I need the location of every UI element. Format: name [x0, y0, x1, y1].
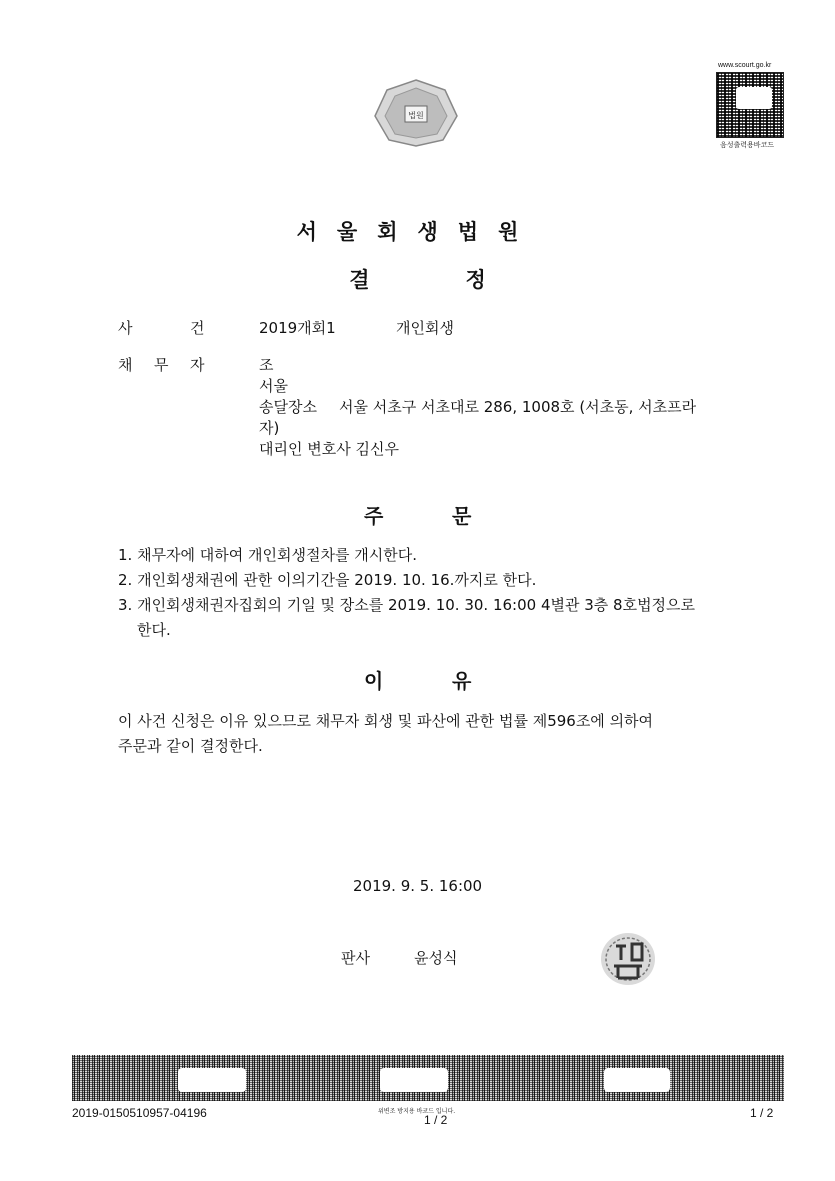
judge-label: 판사 [341, 949, 370, 967]
seal-icon [598, 930, 658, 988]
debtor-label-3: 자 [190, 356, 205, 374]
debtor-label-1: 채 [118, 356, 133, 374]
debtor-label-2: 무 [154, 356, 169, 374]
order-heading-right: 문 [452, 504, 472, 528]
debtor-name: 조 [259, 356, 274, 374]
order-item-3: 3. 개인회생채권자집회의 기일 및 장소를 2019. 10. 30. 16:00 4별관 3층 8호법정으로 [118, 596, 696, 614]
document-number: 2019-0150510957-04196 [72, 1106, 207, 1120]
qr-redaction [736, 87, 772, 109]
order-heading-left: 주 [364, 504, 384, 528]
order-item-1: 1. 채무자에 대하여 개인회생절차를 개시한다. [118, 546, 417, 564]
order-item-2: 2. 개인회생채권에 관한 이의기간을 2019. 10. 16.까지로 한다. [118, 571, 537, 589]
reason-line-1: 이 사건 신청은 이유 있으므로 채무자 회생 및 파산에 관한 법률 제596조에 의하여 [118, 712, 654, 730]
emblem-text: 법원 [408, 111, 424, 120]
qr-caption: 음성출력용바코드 [720, 141, 775, 149]
order-item-3-cont: 한다. [137, 621, 171, 639]
page-number-right: 1 / 2 [750, 1106, 774, 1120]
delivery-address-line2: 자) [259, 419, 280, 437]
case-type: 개인회생 [396, 319, 454, 337]
decision-title [0, 264, 835, 294]
case-label-1: 사 [118, 319, 133, 337]
case-label-2: 건 [190, 319, 205, 337]
page-number-center: 1 / 2 [424, 1113, 448, 1127]
agent: 대리인 변호사 김신우 [259, 440, 399, 458]
delivery-label: 송달장소 [259, 398, 317, 416]
decision-title-left: 결 [349, 268, 370, 292]
court-emblem [371, 76, 461, 148]
judge-seal [598, 930, 658, 988]
case-number: 2019개회1 [259, 319, 336, 337]
barcode-redaction-3 [604, 1068, 670, 1092]
court-emblem-icon [371, 76, 461, 148]
judge-name: 윤성식 [414, 949, 458, 967]
barcode-notice: 위변조 방지용 바코드 입니다. [378, 1108, 456, 1115]
decision-date: 2019. 9. 5. 16:00 [353, 877, 483, 895]
court-title: 서울회생법원 [296, 220, 539, 244]
qr-url: www.scourt.go.kr [718, 62, 772, 69]
reason-heading-right: 유 [452, 669, 472, 693]
decision-title-right: 정 [465, 268, 486, 292]
barcode-redaction-2 [380, 1068, 448, 1092]
delivery-address-line1: 서울 서초구 서초대로 286, 1008호 (서초동, 서초프라 [339, 398, 697, 416]
barcode-redaction-1 [178, 1068, 246, 1092]
debtor-address: 서울 [259, 377, 288, 395]
reason-heading-left: 이 [364, 669, 384, 693]
reason-line-2: 주문과 같이 결정한다. [118, 737, 263, 755]
